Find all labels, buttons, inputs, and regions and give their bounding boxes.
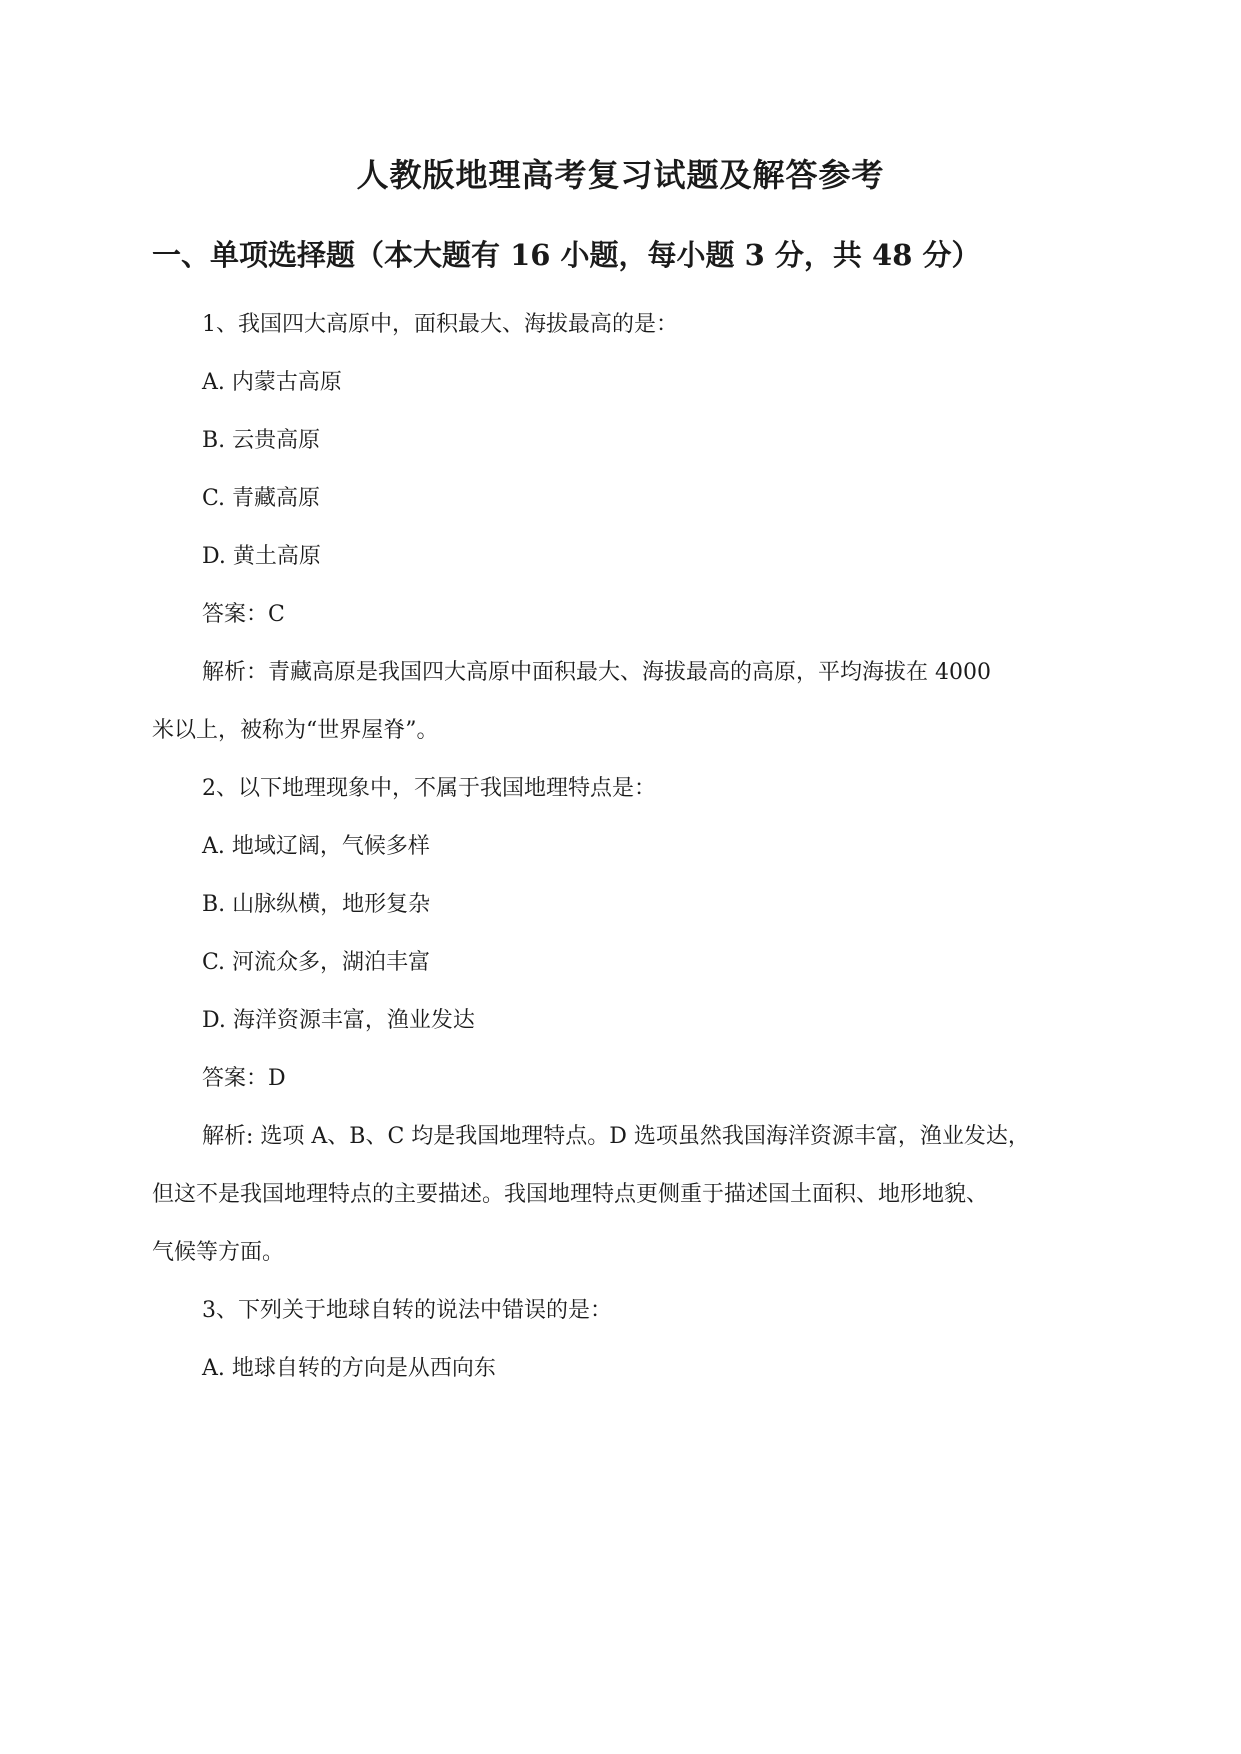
question-1-option-c: C. 青藏高原 [202, 486, 321, 511]
question-2-stem: 2、以下地理现象中，不属于我国地理特点是： [202, 776, 656, 801]
question-1-option-a: A. 内蒙古高原 [202, 370, 342, 395]
question-2-analysis-line-1: 解析: 选项 A、B、C 均是我国地理特点。D 选项虽然我国海洋资源丰富，渔业发达， [202, 1124, 1030, 1149]
question-2-analysis-line-2: 但这不是我国地理特点的主要描述。我国地理特点更侧重于描述国土面积、地形地貌、 [152, 1182, 989, 1207]
question-2-analysis-line-3: 气候等方面。 [152, 1240, 285, 1265]
question-1-analysis-line-1: 解析：青藏高原是我国四大高原中面积最大、海拔最高的高原，平均海拔在 4000 [202, 660, 991, 685]
question-2-option-c: C. 河流众多，湖泊丰富 [202, 950, 431, 975]
question-1-option-d: D. 黄土高原 [202, 544, 321, 569]
question-2-option-a: A. 地域辽阔，气候多样 [202, 834, 430, 859]
document-title: 人教版地理高考复习试题及解答参考 [356, 156, 885, 194]
question-1-stem: 1、我国四大高原中，面积最大、海拔最高的是： [202, 312, 678, 337]
question-2-option-b: B. 山脉纵横，地形复杂 [202, 892, 431, 917]
section-heading: 一、单项选择题（本大题有 16 小题，每小题 3 分，共 48 分） [152, 238, 981, 272]
question-1-answer: 答案：C [202, 602, 285, 627]
question-1-option-b: B. 云贵高原 [202, 428, 321, 453]
question-1-analysis-line-2: 米以上，被称为“世界屋脊”。 [152, 718, 439, 743]
question-2-option-d: D. 海洋资源丰富，渔业发达 [202, 1008, 475, 1033]
question-2-answer: 答案：D [202, 1066, 286, 1091]
question-3-stem: 3、下列关于地球自转的说法中错误的是： [202, 1298, 612, 1323]
question-3-option-a: A. 地球自转的方向是从西向东 [202, 1356, 496, 1381]
